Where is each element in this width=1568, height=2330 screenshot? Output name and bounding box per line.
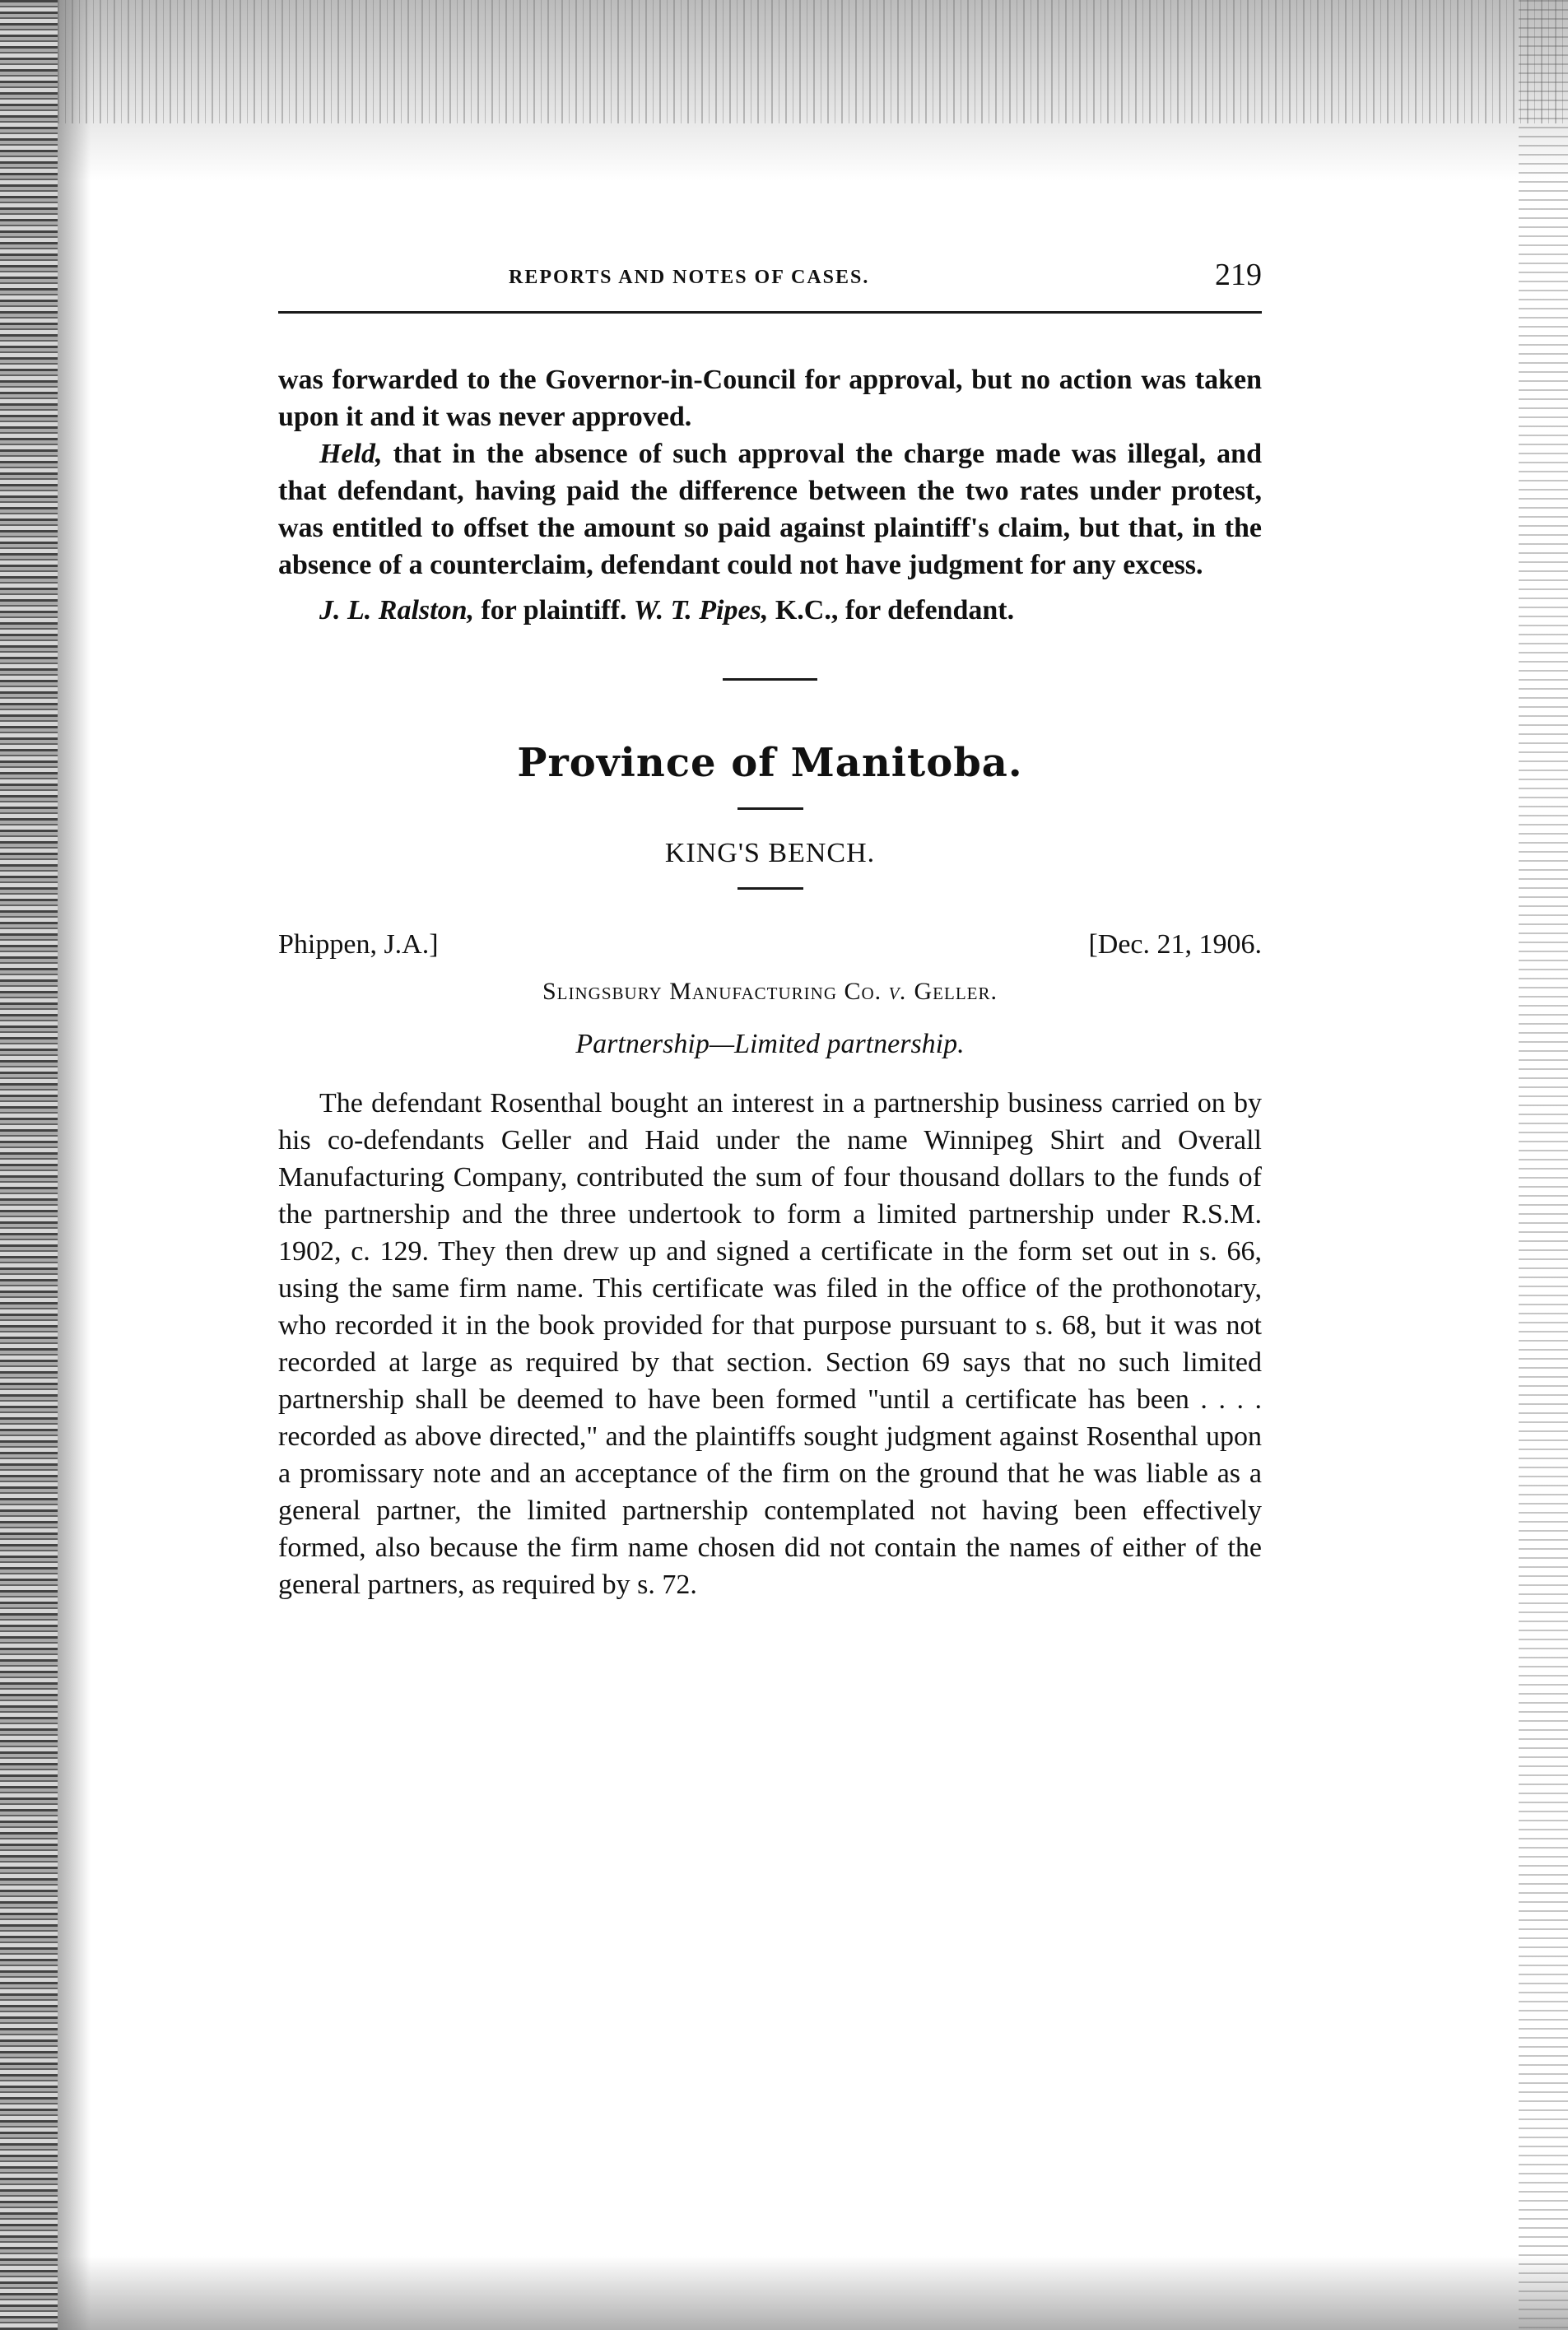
judge-name: Phippen, J.A.]: [278, 929, 439, 960]
held-paragraph: [278, 435, 1262, 584]
case-body-paragraph: The defendant Rosenthal bought an interest in a partnership business carried on by his co-defendants Geller and Haid under the name Winnipeg Shirt and Overall Manufacturing Company, contributed the sum of four thousand dollars to the funds of the partnership and the three undertook to form a limited partnership under R.S.M. 1902, c. 129. They then drew up and signed a certificate in the form set out in s. 66, using the same firm name. This certificate was filed in the office of the prothonotary, who recorded it in the book provided for that purpose pursuant to s. 68, but it was not recorded at large as required by that section. Section 69 says that no such limited partnership shall be deemed to have been formed "until a certificate has been . . . . recorded as above directed," and the plaintiffs sought judgment against Rosenthal upon a promissary note and an acceptance of the firm on the ground that he was liable as a general partner, the limited partnership contemplated not having been effectively formed, also because the firm name chosen did not contain the names of either of the general partners, as required by s. 72.: [278, 1088, 1262, 1600]
page-content: [278, 247, 1262, 1603]
scan-edge-right: [1519, 0, 1568, 2330]
continued-paragraph: was forwarded to the Governor-in-Council for approval, but no action was taken upon it and it was never approved.: [278, 365, 1262, 432]
case-party-plaintiff: Slingsbury Manufacturing Co.: [542, 978, 882, 1005]
page-number: 219: [1215, 258, 1262, 292]
case-versus: v.: [882, 978, 914, 1005]
defendant-counsel-name: W. T. Pipes,: [633, 595, 769, 626]
held-text: that in the absence of such approval the charge made was illegal, and that defendant, having paid the difference between the two rates under protest, was entitled to offset the amount so paid against plaintiff's claim, but that, in the absence of a counterclaim, defendant could not have judgment for any excess.: [278, 439, 1262, 580]
province-heading: Province of Manitoba.: [517, 740, 1023, 786]
scan-edge-top-fade: [58, 0, 1568, 181]
case-date: [Dec. 21, 1906.: [1088, 929, 1262, 960]
case-title: [278, 978, 1262, 1006]
case-subject: Partnership—Limited partnership.: [575, 1029, 965, 1059]
scan-edge-bottom: [58, 2256, 1568, 2330]
defendant-counsel-role: K.C., for defendant.: [768, 595, 1015, 626]
case-party-defendant: Geller.: [914, 978, 998, 1005]
case-meta-row: [278, 929, 1262, 966]
court-divider: [737, 887, 803, 890]
scan-edge-left-fade: [58, 0, 91, 2330]
header-rule: [278, 311, 1262, 314]
plaintiff-counsel-name: J. L. Ralston,: [319, 595, 474, 626]
section-divider: [723, 678, 817, 681]
court-heading: KING'S BENCH.: [664, 838, 876, 868]
running-header: [278, 247, 1262, 298]
held-label: Held,: [319, 439, 383, 469]
heading-divider: [737, 807, 803, 810]
plaintiff-counsel-role: for plaintiff.: [473, 595, 627, 626]
running-title: REPORTS AND NOTES OF CASES.: [509, 267, 870, 288]
counsel-paragraph: [278, 592, 1262, 629]
scan-edge-left: [0, 0, 58, 2330]
